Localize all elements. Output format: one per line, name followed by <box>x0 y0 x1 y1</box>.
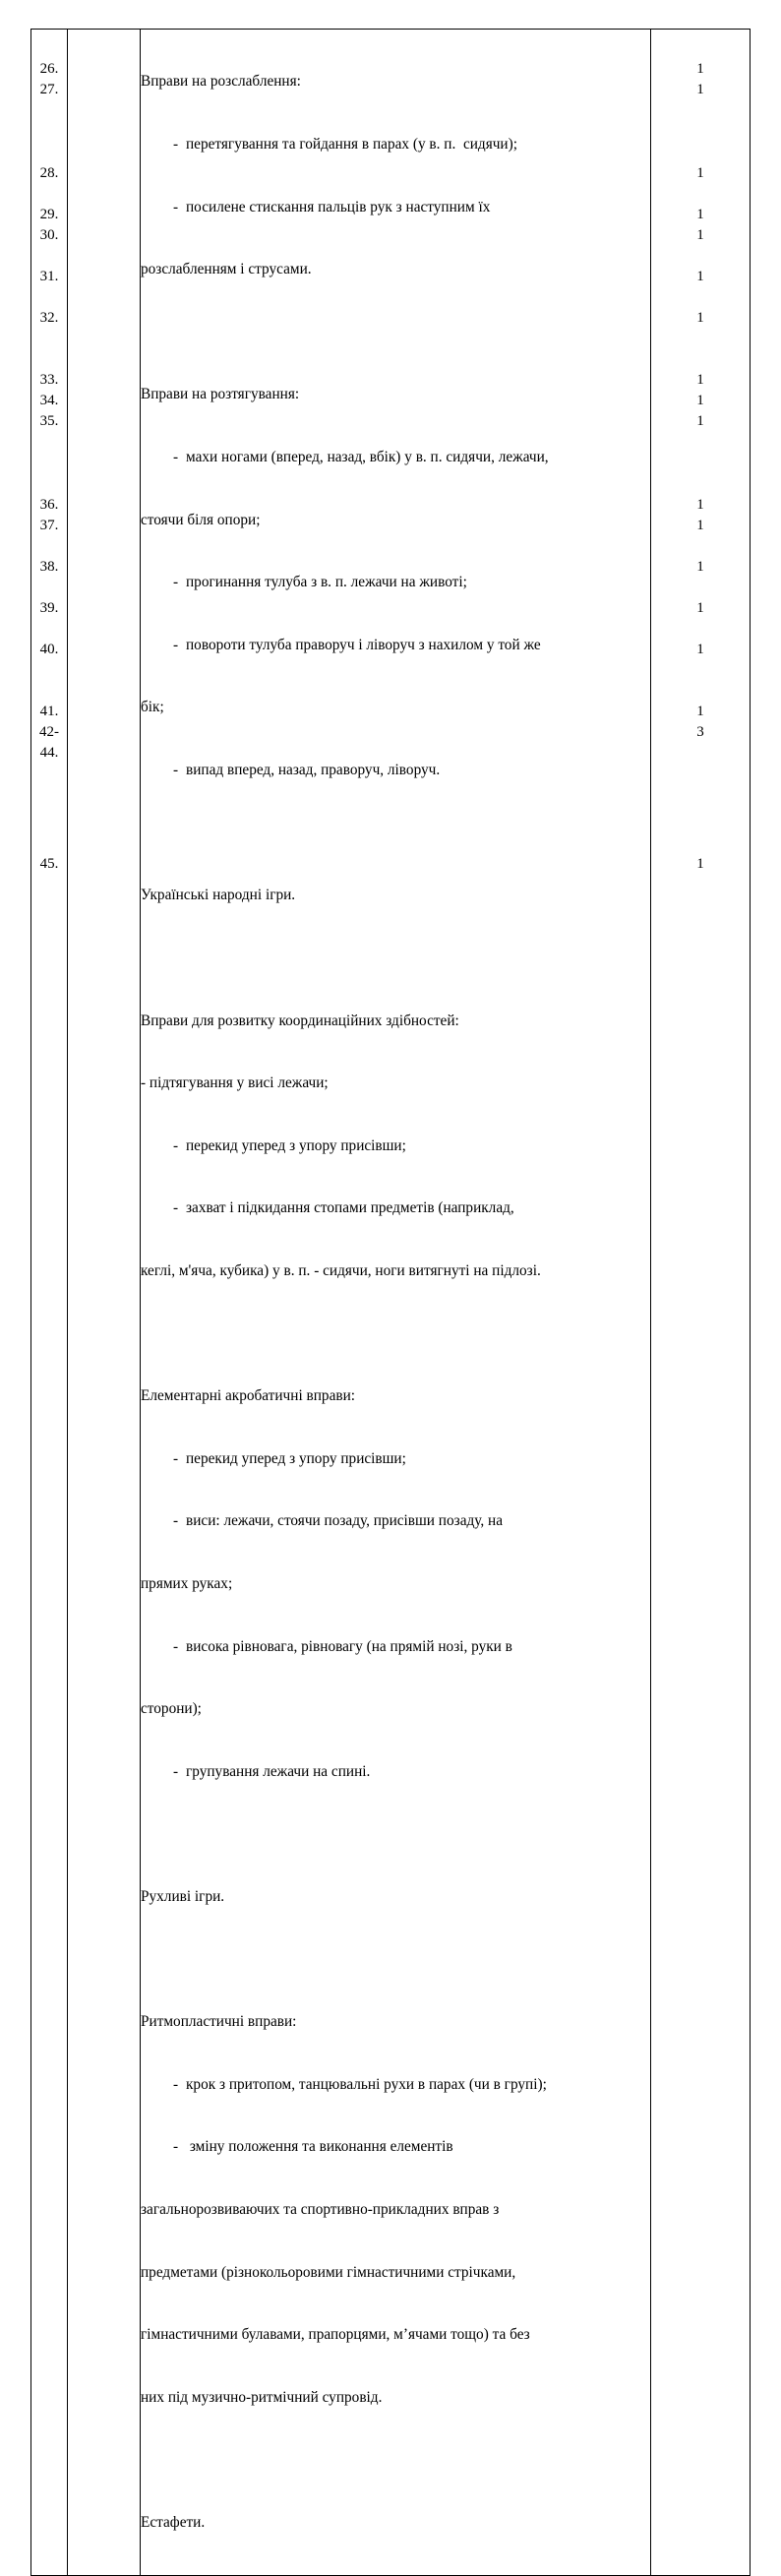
hours-value: 3 <box>696 724 704 740</box>
list-item-37-continuation: прямих руках; <box>141 1574 233 1592</box>
list-item-28 <box>141 447 650 467</box>
list-item-28-continuation: стоячи біля опори; <box>141 511 261 528</box>
list-item-26 <box>141 134 650 154</box>
list-item-30 <box>141 635 650 655</box>
hours-column <box>651 30 751 2576</box>
row-number: 35. <box>39 413 59 429</box>
list-item-27-continuation: розслабленням і струсами. <box>141 261 312 278</box>
row-number: 26. <box>39 61 59 77</box>
hours-value: 1 <box>696 82 704 97</box>
list-item-42-continuation-1: загальнорозвиваючих та спортивно-прикладних вправ з <box>141 2201 500 2219</box>
list-item-41 <box>141 2074 650 2095</box>
list-item-42-continuation-4: них під музично-ритмічний супровід. <box>141 2388 383 2406</box>
list-item-text: перетягування та гойдання в парах (у в. п. сидячи); <box>186 136 517 153</box>
row-number: 30. <box>39 227 59 243</box>
row-number: 38. <box>39 559 59 575</box>
hours-value: 1 <box>696 269 704 284</box>
row-number: 40. <box>39 642 59 657</box>
list-item-text: перекид уперед з упору присівши; <box>186 1449 406 1467</box>
hours-value: 1 <box>696 413 704 429</box>
dash-marker: - <box>173 1136 179 1154</box>
entry-text: Естафети. <box>141 2514 206 2532</box>
hours-value: 1 <box>696 559 704 575</box>
dash-marker: - <box>173 1199 179 1217</box>
hours-value: 1 <box>696 61 704 77</box>
hours-value: 1 <box>696 600 704 616</box>
dash-marker: - <box>173 2075 179 2093</box>
row-number: 37. <box>39 518 59 533</box>
row-number: 44. <box>39 745 59 761</box>
entry-text: Рухливі ігри. <box>141 1888 225 1905</box>
row-number: 32. <box>39 310 59 326</box>
hours-value: 1 <box>696 165 704 181</box>
entry-40-active-games <box>141 1845 650 1949</box>
list-item-text: повороти тулуба праворуч і ліворуч з нахилом у той же <box>186 636 541 653</box>
dash-marker: - <box>173 1637 179 1655</box>
table-row <box>31 30 751 2576</box>
hours-value: 1 <box>696 310 704 326</box>
section-heading-rhythmic <box>141 1970 650 2450</box>
hours-value: 1 <box>696 227 704 243</box>
heading-text: Вправи на розслаблення: <box>141 73 301 91</box>
row-number: 28. <box>39 165 59 181</box>
row-number: 33. <box>39 372 59 388</box>
list-item-35 <box>141 1197 650 1218</box>
row-number: 29. <box>39 207 59 222</box>
dash-marker: - <box>173 1449 179 1467</box>
hours-value: 1 <box>696 207 704 222</box>
list-item-text: виси: лежачи, стоячи позаду, присівши позаду, на <box>186 1512 504 1530</box>
heading-text: Вправи на розтягування: <box>141 386 300 403</box>
row-number-column <box>31 30 68 2576</box>
list-item-30-continuation: бік; <box>141 699 164 716</box>
list-item-35-continuation: кеглі, м'яча, кубика) у в. п. - сидячи, ноги витягнуті на підлозі. <box>141 1261 541 1279</box>
list-item-text: крок з притопом, танцювальні рухи в парах (чи в групі); <box>186 2075 547 2093</box>
list-item-42 <box>141 2136 650 2157</box>
dash-marker: - <box>173 636 179 653</box>
hours-value: 1 <box>696 372 704 388</box>
section-heading-stretching <box>141 342 650 823</box>
row-number: 39. <box>39 600 59 616</box>
dash-marker: - <box>173 574 179 591</box>
list-item-text: махи ногами (вперед, назад, вбік) у в. п. сидячи, лежачи, <box>186 449 549 466</box>
list-item-text: висока рівновага, рівновагу (на прямій нозі, руки в <box>186 1637 512 1655</box>
section-heading-coordination <box>141 968 650 1322</box>
list-item-37 <box>141 1510 650 1531</box>
list-item-42-continuation-2: предметами (різнокольоровими гімнастичними стрічками, <box>141 2263 516 2281</box>
list-item-38 <box>141 1636 650 1657</box>
hours-value: 1 <box>696 856 704 872</box>
dash-marker: - <box>173 136 179 153</box>
empty-column <box>68 30 141 2576</box>
list-item-text: випад вперед, назад, праворуч, ліворуч. <box>186 762 441 779</box>
row-number: 36. <box>39 497 59 513</box>
hours-value: 1 <box>696 393 704 408</box>
dash-marker: - <box>173 198 179 215</box>
list-item-text: перекид уперед з упору присівши; <box>186 1136 406 1154</box>
hours-value: 1 <box>696 518 704 533</box>
hours-value: 1 <box>696 704 704 719</box>
curriculum-table <box>30 29 751 2576</box>
list-item-text: групування лежачи на спині. <box>186 1762 371 1780</box>
dash-marker: - <box>173 762 179 779</box>
row-number: 45. <box>39 856 59 872</box>
dash-marker: - <box>173 449 179 466</box>
list-item-text: посилене стискання пальців рук з наступним їх <box>186 198 491 215</box>
content-column <box>141 30 651 2576</box>
list-item-text: захват і підкидання стопами предметів (наприклад, <box>186 1199 514 1217</box>
list-item-36 <box>141 1448 650 1469</box>
row-number: 31. <box>39 269 59 284</box>
hours-value: 1 <box>696 497 704 513</box>
row-number: 41. <box>39 704 59 719</box>
dash-marker: - <box>173 1762 179 1780</box>
list-item-38-continuation: сторони); <box>141 1700 202 1718</box>
entry-32-folk-games <box>141 843 650 948</box>
list-item-27 <box>141 197 650 217</box>
list-item-text: зміну положення та виконання елементів <box>186 2138 453 2156</box>
list-item-33: - підтягування у висі лежачи; <box>141 1074 329 1092</box>
list-item-31 <box>141 760 650 780</box>
heading-text: Ритмопластичні вправи: <box>141 2013 297 2031</box>
list-item-34 <box>141 1135 650 1156</box>
row-number: 27. <box>39 82 59 97</box>
list-item-text: прогинання тулуба з в. п. лежачи на животі; <box>186 574 467 591</box>
entry-text: Українські народні ігри. <box>141 887 296 904</box>
entry-45-relays <box>141 2471 650 2575</box>
list-item-42-continuation-3: гімнастичними булавами, прапорцями, мʼячами тощо) та без <box>141 2326 530 2344</box>
section-heading-relaxation <box>141 30 650 322</box>
row-number: 42- <box>39 724 59 740</box>
dash-marker: - <box>173 2138 179 2156</box>
section-heading-acrobatic <box>141 1344 650 1824</box>
list-item-39 <box>141 1761 650 1782</box>
list-item-29 <box>141 572 650 592</box>
dash-marker: - <box>173 1512 179 1530</box>
hours-value: 1 <box>696 642 704 657</box>
heading-text: Вправи для розвитку координаційних здібностей: <box>141 1012 459 1029</box>
heading-text: Елементарні акробатичні вправи: <box>141 1387 356 1405</box>
row-number: 34. <box>39 393 59 408</box>
